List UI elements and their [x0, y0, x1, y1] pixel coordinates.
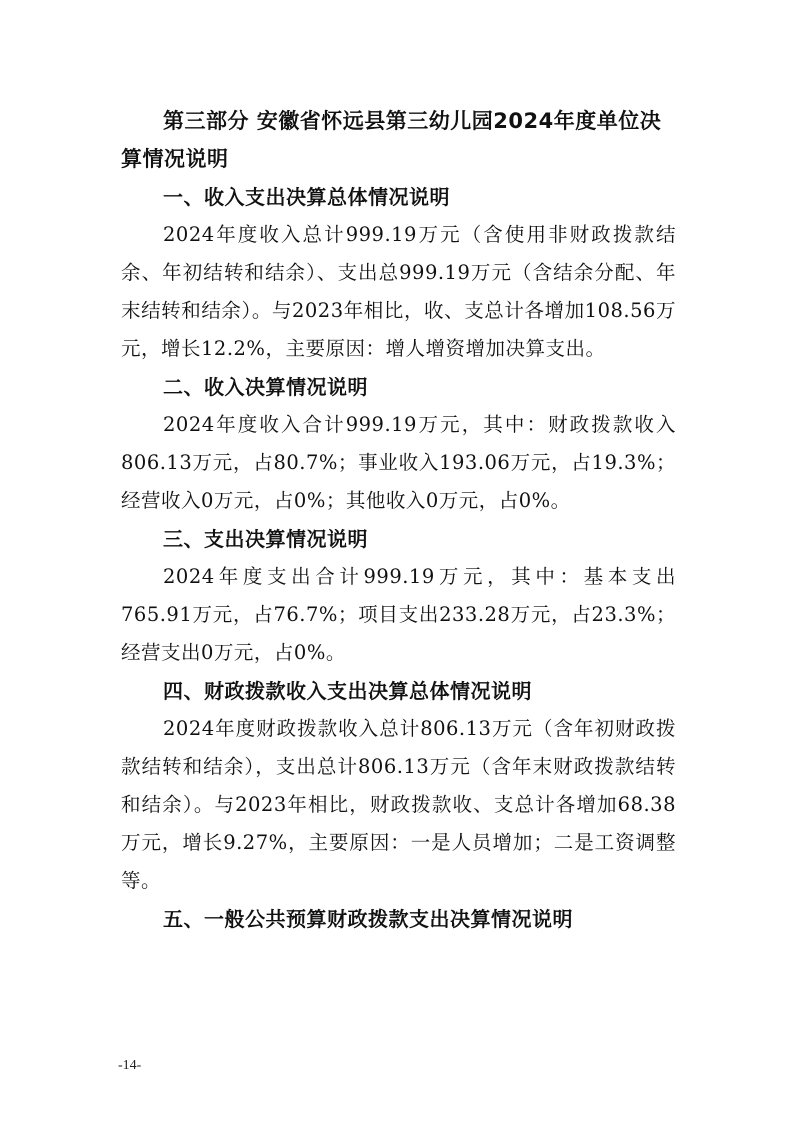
section-heading-2: 二、收入决算情况说明 [163, 375, 368, 399]
section-paragraph-3: 2024年度支出合计999.19万元，其中：基本支出765.91万元，占76.7%；项目支出233.28万元，占23.3%；经营支出0万元，占0%。 [121, 565, 676, 664]
section-paragraph-2: 2024年度收入合计999.19万元，其中：财政拨款收入806.13万元，占80.7%；事业收入193.06万元，占19.3%；经营收入0万元，占0%；其他收入0万元，占0%。 [121, 413, 676, 512]
document-body [121, 102, 676, 938]
section-paragraph-4: 2024年度财政拨款收入总计806.13万元（含年初财政拨款结转和结余），支出总计806.13万元（含年末财政拨款结转和结余）。与2023年相比，财政拨款收、支总计各增加68.38万元，增长9.27%，主要原因：一是人员增加；二是工资调整等。 [121, 717, 676, 892]
document-title: 第三部分 安徽省怀远县第三幼儿园2024年度单位决算情况说明 [121, 109, 662, 171]
section-heading-3: 三、支出决算情况说明 [163, 527, 368, 551]
page-number: -14- [118, 1058, 142, 1073]
section-heading-4: 四、财政拨款收入支出决算总体情况说明 [163, 679, 532, 703]
section-heading-5: 五、一般公共预算财政拨款支出决算情况说明 [163, 907, 573, 931]
section-heading-1: 一、收入支出决算总体情况说明 [163, 185, 450, 209]
section-paragraph-1: 2024年度收入总计999.19万元（含使用非财政拨款结余、年初结转和结余）、支出总999.19万元（含结余分配、年末结转和结余）。与2023年相比，收、支总计各增加108.56万元，增长12.2%，主要原因：增人增资增加决算支出。 [121, 223, 676, 360]
